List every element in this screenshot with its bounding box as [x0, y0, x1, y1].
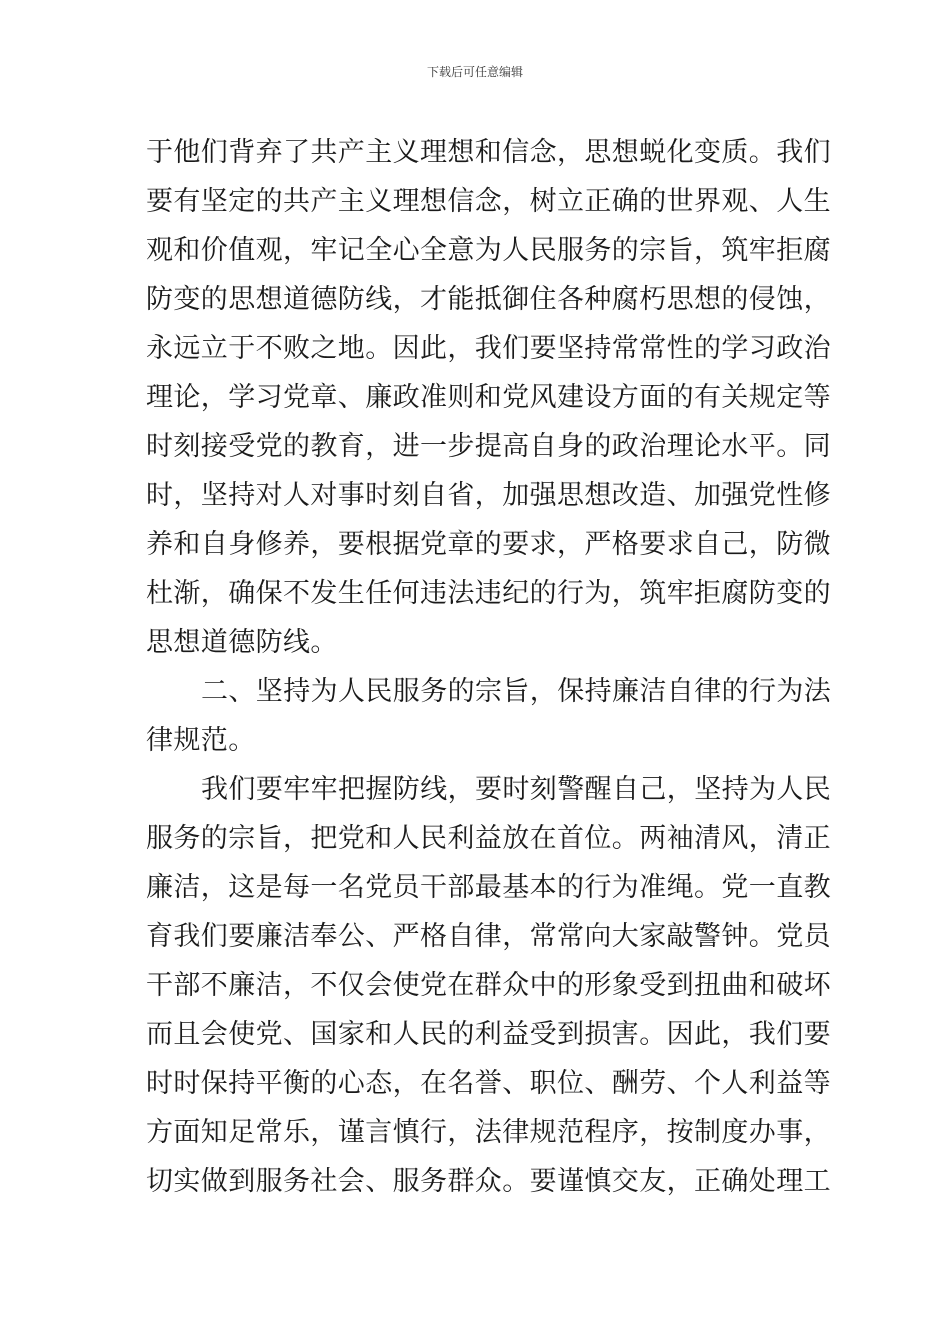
text-line: 防变的思想道德防线，才能抵御住各种腐朽思想的侵蚀，	[146, 284, 831, 315]
text-line: 服务的宗旨，把党和人民利益放在首位。两袖清风，清正	[146, 823, 831, 854]
text-line: 干部不廉洁，不仅会使党在群众中的形象受到扭曲和破坏	[146, 970, 831, 1001]
text-line: 时，坚持对人对事时刻自省，加强思想改造、加强党性修	[146, 480, 831, 511]
section-heading-line: 二、坚持为人民服务的宗旨，保持廉洁自律的行为法	[201, 676, 832, 707]
text-line: 永远立于不败之地。因此，我们要坚持常常性的学习政治	[146, 333, 831, 364]
text-line: 育我们要廉洁奉公、严格自律，常常向大家敲警钟。党员	[146, 921, 831, 952]
text-line: 养和自身修养，要根据党章的要求，严格要求自己，防微	[146, 529, 831, 560]
text-line: 切实做到服务社会、服务群众。要谨慎交友，正确处理工	[146, 1166, 831, 1197]
text-line: 而且会使党、国家和人民的利益受到损害。因此，我们要	[146, 1019, 831, 1050]
text-line: 廉洁，这是每一名党员干部最基本的行为准绳。党一直教	[146, 872, 831, 903]
text-line: 观和价值观，牢记全心全意为人民服务的宗旨，筑牢拒腐	[146, 235, 831, 266]
text-line: 方面知足常乐，谨言慎行，法律规范程序，按制度办事，	[146, 1117, 831, 1148]
section-heading-line: 律规范。	[146, 725, 256, 756]
text-line: 理论，学习党章、廉政准则和党风建设方面的有关规定等	[146, 382, 831, 413]
text-line: 要有坚定的共产主义理想信念，树立正确的世界观、人生	[146, 186, 831, 217]
text-line: 思想道德防线。	[146, 627, 338, 658]
text-line: 杜渐，确保不发生任何违法违纪的行为，筑牢拒腐防变的	[146, 578, 831, 609]
text-line: 于他们背弃了共产主义理想和信念，思想蜕化变质。我们	[146, 137, 831, 168]
text-line: 时时保持平衡的心态，在名誉、职位、酬劳、个人利益等	[146, 1068, 831, 1099]
document-body	[146, 128, 832, 1206]
text-line: 我们要牢牢把握防线，要时刻警醒自己，坚持为人民	[201, 774, 832, 805]
page-header: 下载后可任意编辑	[426, 65, 523, 79]
text-line: 时刻接受党的教育，进一步提高自身的政治理论水平。同	[146, 431, 831, 462]
